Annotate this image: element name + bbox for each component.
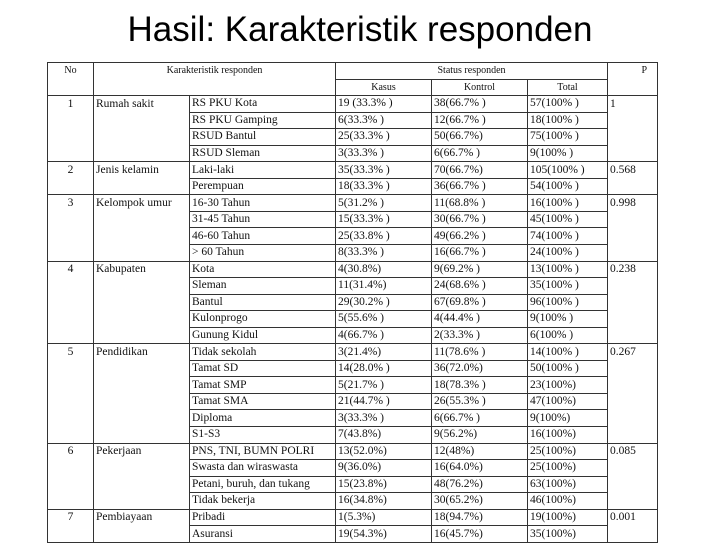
cell-total: 63(100%)	[528, 476, 608, 493]
cell-karakteristik	[94, 294, 190, 311]
table-row	[48, 294, 658, 311]
cell-karakteristik	[94, 460, 190, 477]
cell-karakteristik: Kelompok umur	[94, 195, 190, 212]
cell-total: 54(100% )	[528, 178, 608, 195]
header-row-1	[48, 63, 658, 80]
cell-kasus: 25(33.3% )	[336, 129, 432, 146]
cell-kasus: 5(31.2% )	[336, 195, 432, 212]
cell-total: 75(100% )	[528, 129, 608, 146]
cell-kasus: 3(33.3% )	[336, 145, 432, 162]
results-table-wrapper	[47, 62, 657, 543]
header-no: No	[48, 63, 94, 96]
cell-kasus: 4(66.7% )	[336, 327, 432, 344]
cell-kontrol: 36(66.7% )	[432, 178, 528, 195]
cell-kasus: 9(36.0%)	[336, 460, 432, 477]
table-row	[48, 245, 658, 262]
cell-total: 105(100% )	[528, 162, 608, 179]
cell-karakteristik: Pekerjaan	[94, 443, 190, 460]
cell-subcategory: > 60 Tahun	[190, 245, 336, 262]
cell-total: 57(100% )	[528, 96, 608, 113]
cell-karakteristik: Pendidikan	[94, 344, 190, 361]
cell-karakteristik: Pembiayaan	[94, 509, 190, 526]
cell-kontrol: 30(66.7% )	[432, 211, 528, 228]
cell-kasus: 15(23.8%)	[336, 476, 432, 493]
table-row	[48, 311, 658, 328]
cell-kasus: 5(21.7% )	[336, 377, 432, 394]
respondent-characteristics-table	[47, 62, 658, 543]
cell-p	[608, 377, 658, 394]
cell-kontrol: 36(72.0%)	[432, 360, 528, 377]
cell-total: 35(100% )	[528, 278, 608, 295]
cell-karakteristik	[94, 427, 190, 444]
cell-kontrol: 16(66.7% )	[432, 245, 528, 262]
cell-total: 9(100%)	[528, 410, 608, 427]
table-row	[48, 112, 658, 129]
cell-no	[48, 377, 94, 394]
cell-subcategory: Tamat SMP	[190, 377, 336, 394]
cell-no	[48, 460, 94, 477]
cell-kontrol: 6(66.7% )	[432, 410, 528, 427]
cell-subcategory: Sleman	[190, 278, 336, 295]
cell-karakteristik: Kabupaten	[94, 261, 190, 278]
table-row	[48, 410, 658, 427]
table-row	[48, 377, 658, 394]
table-row	[48, 493, 658, 510]
cell-no	[48, 393, 94, 410]
cell-karakteristik	[94, 493, 190, 510]
cell-total: 19(100%)	[528, 509, 608, 526]
cell-kasus: 11(31.4%)	[336, 278, 432, 295]
cell-p	[608, 211, 658, 228]
cell-p	[608, 327, 658, 344]
cell-kasus: 19 (33.3% )	[336, 96, 432, 113]
cell-karakteristik	[94, 311, 190, 328]
cell-total: 16(100%)	[528, 427, 608, 444]
cell-subcategory: Tidak bekerja	[190, 493, 336, 510]
cell-kontrol: 24(68.6% )	[432, 278, 528, 295]
header-status: Status responden	[336, 63, 608, 80]
cell-karakteristik	[94, 129, 190, 146]
cell-p	[608, 427, 658, 444]
cell-p	[608, 311, 658, 328]
cell-kasus: 5(55.6% )	[336, 311, 432, 328]
cell-p	[608, 360, 658, 377]
table-row	[48, 211, 658, 228]
cell-no	[48, 476, 94, 493]
cell-subcategory: Diploma	[190, 410, 336, 427]
cell-subcategory: Gunung Kidul	[190, 327, 336, 344]
cell-subcategory: RSUD Bantul	[190, 129, 336, 146]
cell-kontrol: 67(69.8% )	[432, 294, 528, 311]
header-total: Total	[528, 79, 608, 96]
cell-karakteristik	[94, 112, 190, 129]
cell-no	[48, 327, 94, 344]
cell-p	[608, 145, 658, 162]
cell-kasus: 7(43.8%)	[336, 427, 432, 444]
cell-subcategory: Perempuan	[190, 178, 336, 195]
cell-total: 46(100%)	[528, 493, 608, 510]
cell-no: 3	[48, 195, 94, 212]
cell-kasus: 16(34.8%)	[336, 493, 432, 510]
header-kontrol: Kontrol	[432, 79, 528, 96]
cell-total: 47(100%)	[528, 393, 608, 410]
cell-p	[608, 129, 658, 146]
cell-p: 0.267	[608, 344, 658, 361]
cell-p: 0.085	[608, 443, 658, 460]
header-p: P	[641, 65, 648, 76]
cell-kasus: 3(33.3% )	[336, 410, 432, 427]
cell-kasus: 25(33.8% )	[336, 228, 432, 245]
table-row	[48, 278, 658, 295]
table-row	[48, 427, 658, 444]
cell-total: 9(100% )	[528, 145, 608, 162]
cell-kasus: 3(21.4%)	[336, 344, 432, 361]
cell-total: 96(100% )	[528, 294, 608, 311]
cell-total: 6(100% )	[528, 327, 608, 344]
cell-total: 24(100% )	[528, 245, 608, 262]
cell-total: 25(100%)	[528, 443, 608, 460]
cell-no: 5	[48, 344, 94, 361]
cell-kontrol: 6(66.7% )	[432, 145, 528, 162]
cell-p	[608, 112, 658, 129]
cell-kasus: 6(33.3% )	[336, 112, 432, 129]
cell-total: 23(100%)	[528, 377, 608, 394]
cell-kasus: 18(33.3% )	[336, 178, 432, 195]
cell-kontrol: 16(64.0%)	[432, 460, 528, 477]
cell-subcategory: Kota	[190, 261, 336, 278]
cell-total: 25(100%)	[528, 460, 608, 477]
cell-kontrol: 12(66.7% )	[432, 112, 528, 129]
table-row	[48, 145, 658, 162]
cell-p	[608, 460, 658, 477]
cell-no: 4	[48, 261, 94, 278]
cell-no	[48, 211, 94, 228]
cell-p: 0.238	[608, 261, 658, 278]
cell-subcategory: Asuransi	[190, 526, 336, 543]
table-row	[48, 476, 658, 493]
table-row	[48, 460, 658, 477]
cell-subcategory: 46-60 Tahun	[190, 228, 336, 245]
cell-no	[48, 129, 94, 146]
cell-p	[608, 493, 658, 510]
cell-karakteristik	[94, 377, 190, 394]
cell-p	[608, 476, 658, 493]
cell-kasus: 15(33.3% )	[336, 211, 432, 228]
cell-no	[48, 427, 94, 444]
table-row	[48, 344, 658, 361]
cell-no	[48, 294, 94, 311]
cell-kontrol: 48(76.2%)	[432, 476, 528, 493]
cell-p	[608, 245, 658, 262]
cell-no	[48, 278, 94, 295]
table-row	[48, 261, 658, 278]
cell-no	[48, 410, 94, 427]
cell-kontrol: 38(66.7% )	[432, 96, 528, 113]
table-row	[48, 360, 658, 377]
cell-kontrol: 18(94.7%)	[432, 509, 528, 526]
cell-kontrol: 49(66.2% )	[432, 228, 528, 245]
cell-subcategory: Petani, buruh, dan tukang	[190, 476, 336, 493]
cell-kontrol: 12(48%)	[432, 443, 528, 460]
cell-p: 1	[610, 97, 616, 110]
cell-p	[608, 228, 658, 245]
cell-kasus: 4(30.8%)	[336, 261, 432, 278]
cell-no	[48, 311, 94, 328]
cell-p	[608, 393, 658, 410]
cell-no	[48, 228, 94, 245]
cell-karakteristik	[94, 245, 190, 262]
cell-kontrol: 16(45.7%)	[432, 526, 528, 543]
cell-total: 16(100% )	[528, 195, 608, 212]
cell-subcategory: RS PKU Kota	[190, 96, 336, 113]
cell-karakteristik	[94, 393, 190, 410]
cell-subcategory: Pribadi	[190, 509, 336, 526]
cell-subcategory: 31-45 Tahun	[190, 211, 336, 228]
cell-p	[608, 294, 658, 311]
cell-karakteristik	[94, 360, 190, 377]
cell-no	[48, 493, 94, 510]
cell-kontrol: 11(78.6% )	[432, 344, 528, 361]
cell-total: 50(100% )	[528, 360, 608, 377]
cell-p	[608, 278, 658, 295]
cell-p: 0.001	[608, 509, 658, 526]
cell-subcategory: RS PKU Gamping	[190, 112, 336, 129]
cell-subcategory: Kulonprogo	[190, 311, 336, 328]
cell-karakteristik	[94, 278, 190, 295]
cell-kontrol: 26(55.3% )	[432, 393, 528, 410]
cell-no	[48, 112, 94, 129]
cell-karakteristik	[94, 178, 190, 195]
table-row	[48, 96, 658, 113]
table-row	[48, 228, 658, 245]
cell-kasus: 1(5.3%)	[336, 509, 432, 526]
cell-karakteristik: Rumah sakit	[94, 96, 190, 113]
cell-kontrol: 30(65.2%)	[432, 493, 528, 510]
cell-no: 1	[48, 96, 94, 113]
cell-p	[608, 410, 658, 427]
table-row	[48, 129, 658, 146]
table-row	[48, 509, 658, 526]
cell-kasus: 14(28.0% )	[336, 360, 432, 377]
cell-no	[48, 245, 94, 262]
cell-kasus: 19(54.3%)	[336, 526, 432, 543]
cell-no: 7	[48, 509, 94, 526]
cell-subcategory: Tamat SMA	[190, 393, 336, 410]
cell-subcategory: Swasta dan wiraswasta	[190, 460, 336, 477]
cell-total: 18(100% )	[528, 112, 608, 129]
cell-kontrol: 70(66.7%)	[432, 162, 528, 179]
cell-subcategory: Tidak sekolah	[190, 344, 336, 361]
slide-title: Hasil: Karakteristik responden	[127, 10, 593, 49]
table-row	[48, 195, 658, 212]
cell-total: 14(100% )	[528, 344, 608, 361]
cell-kontrol: 50(66.7%)	[432, 129, 528, 146]
cell-kasus: 35(33.3% )	[336, 162, 432, 179]
cell-no	[48, 360, 94, 377]
cell-subcategory: S1-S3	[190, 427, 336, 444]
cell-total: 74(100% )	[528, 228, 608, 245]
header-karakteristik: Karakteristik responden	[94, 63, 336, 96]
cell-no: 6	[48, 443, 94, 460]
cell-karakteristik	[94, 327, 190, 344]
cell-karakteristik	[94, 228, 190, 245]
cell-total: 45(100% )	[528, 211, 608, 228]
cell-p	[608, 178, 658, 195]
cell-kasus: 13(52.0%)	[336, 443, 432, 460]
table-row	[48, 443, 658, 460]
cell-kontrol: 4(44.4% )	[432, 311, 528, 328]
cell-karakteristik	[94, 476, 190, 493]
table-row	[48, 327, 658, 344]
cell-karakteristik	[94, 145, 190, 162]
cell-kontrol: 9(69.2% )	[432, 261, 528, 278]
cell-kasus: 8(33.3% )	[336, 245, 432, 262]
cell-kontrol: 11(68.8% )	[432, 195, 528, 212]
cell-karakteristik	[94, 410, 190, 427]
cell-karakteristik: Jenis kelamin	[94, 162, 190, 179]
table-row	[48, 162, 658, 179]
cell-p: 0.568	[608, 162, 658, 179]
cell-total: 35(100%)	[528, 526, 608, 543]
cell-total: 9(100% )	[528, 311, 608, 328]
cell-no	[48, 145, 94, 162]
cell-subcategory: RSUD Sleman	[190, 145, 336, 162]
cell-total: 13(100% )	[528, 261, 608, 278]
cell-subcategory: Bantul	[190, 294, 336, 311]
cell-subcategory: 16-30 Tahun	[190, 195, 336, 212]
header-kasus: Kasus	[336, 79, 432, 96]
cell-kasus: 21(44.7% )	[336, 393, 432, 410]
cell-kontrol: 9(56.2%)	[432, 427, 528, 444]
cell-subcategory: PNS, TNI, BUMN POLRI	[190, 443, 336, 460]
cell-kontrol: 18(78.3% )	[432, 377, 528, 394]
table-row	[48, 178, 658, 195]
cell-kasus: 29(30.2% )	[336, 294, 432, 311]
cell-no	[48, 178, 94, 195]
cell-no: 2	[48, 162, 94, 179]
cell-karakteristik	[94, 211, 190, 228]
table-row	[48, 393, 658, 410]
cell-kontrol: 2(33.3% )	[432, 327, 528, 344]
cell-subcategory: Tamat SD	[190, 360, 336, 377]
cell-p: 0.998	[608, 195, 658, 212]
cell-subcategory: Laki-laki	[190, 162, 336, 179]
